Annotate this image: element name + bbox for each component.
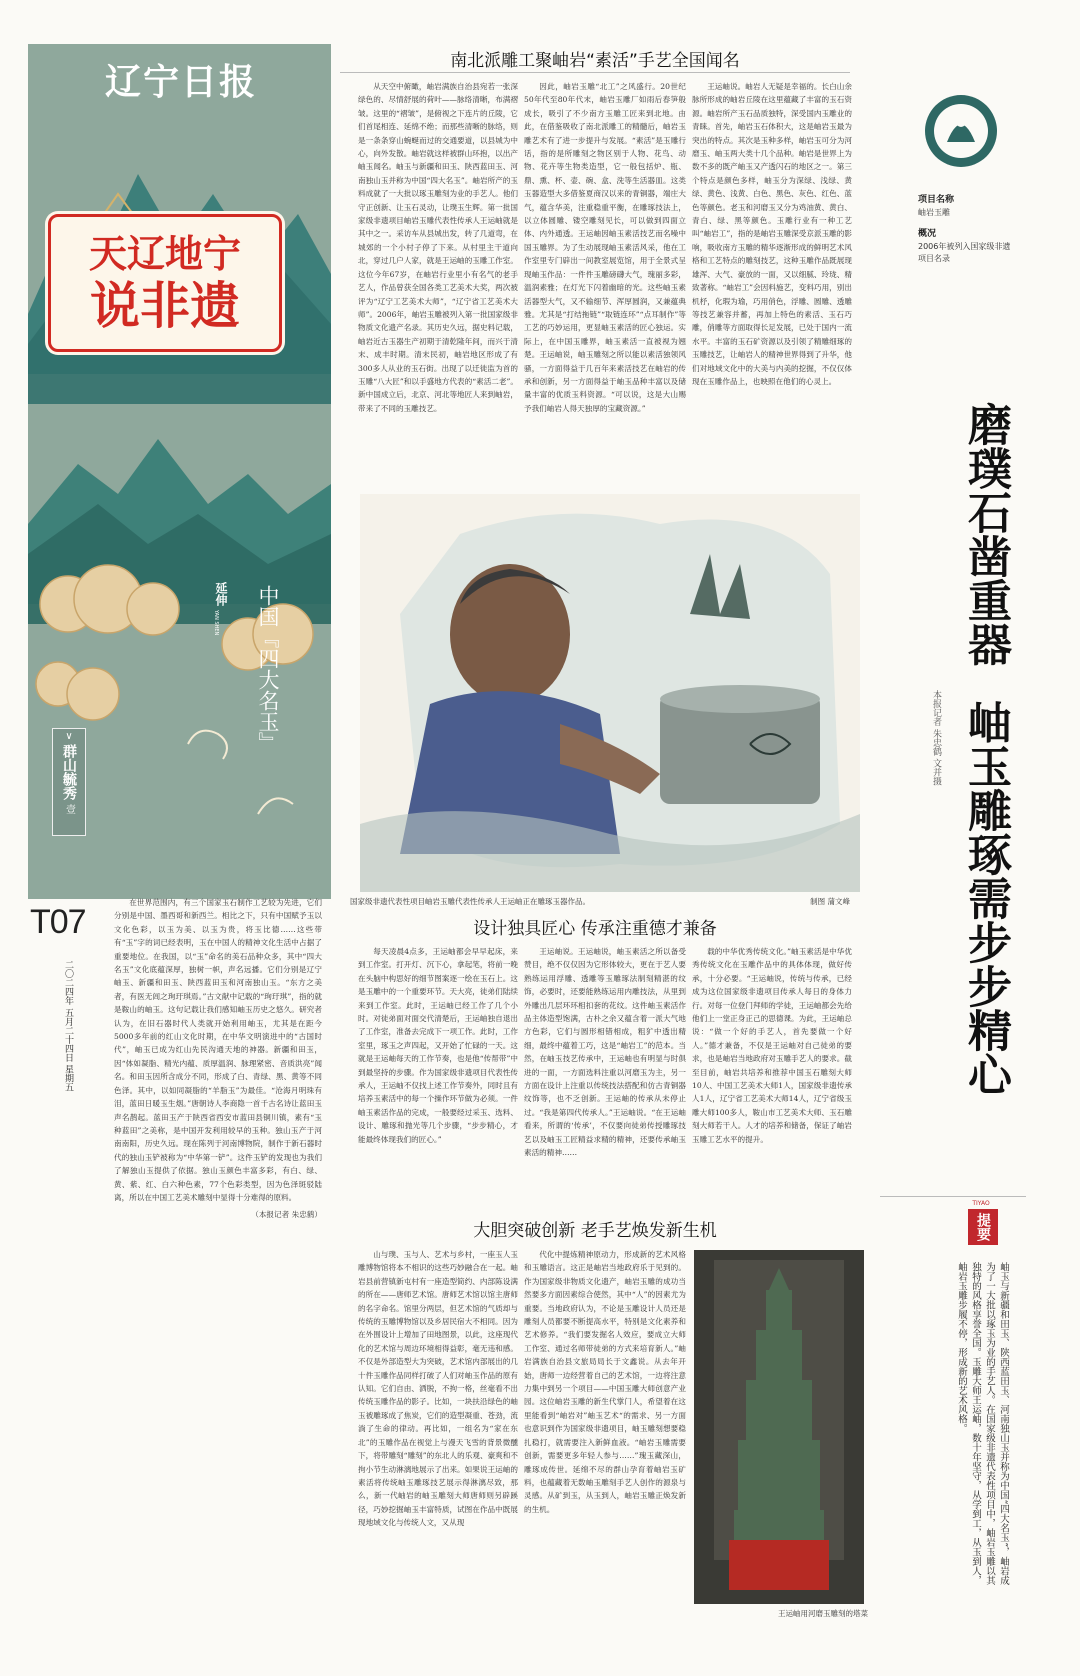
article-col-a [358, 80, 518, 488]
article-byline: 本报记者 朱忠鹤 文并摄 [931, 690, 941, 786]
section-heading-2: 设计独具匠心 传承注重德才兼备 [473, 919, 717, 939]
tower-photo-caption: 王运岫用河磨玉雕刻的塔菜 [778, 1609, 868, 1618]
section-heading-1: 南北派雕工聚岫岩“素活”手艺全国闻名 [450, 51, 740, 71]
tiyao-label-en: TIYAO [972, 1200, 990, 1207]
mini-series-index: 壹 [63, 804, 75, 814]
illustration-credit: 制图 蒲文峰 [810, 897, 850, 906]
article-col-g-text: 山与璞、玉与人、艺术与乡村，一座玉人玉雕博物馆将本不相识的这些巧妙融合在一起。岫岩县前营镇新屯村有一座造型简约、内部陈设满的所在——唐师艺术馆。唐师艺术馆以馆主唐师的名字命名。馆里分两层，但艺术馆的气质却与传统的玉雕博物馆以及乡居民宿大不相同。因为在外围设计上增加了田地图景，以此，这座现代化的艺术馆与周边环境相得益彰，毫无违和感。不仅是外部造型大为突破，艺术馆内部展出的几十件玉雕作品同样打破了人们对岫玉作品的原有认知。它们自由、洒脱，不拘一格，丝毫看不出传统玉雕作品的影子。比如，一块扶沿绿色的岫玉被雕琢成了焦炭，它们的造型凝重、苍劲，流淌了生命的律动。再比如，一组名为“家在东北”的玉雕作品在视觉上与漫天飞雪的背景微醺下，将带雕刻“雕刻”的东北人的乐观、豪爽和不拘小节生动淋漓地展示了出来。如果说王运岫的素活将传统岫玉雕琢技艺展示得淋漓尽致，那么，新一代岫岩的岫玉雕刻大师唐师则另辟蹊径，巧妙挖掘岫玉丰富特质，试图在作品中既展现地域文化与传统人文，又从现 [358, 1250, 518, 1528]
mini-series-box [52, 728, 86, 836]
article-col-c [692, 80, 852, 488]
extension-tag-en: YAN SHEN [213, 610, 219, 636]
article-col-a-text: 从天空中俯瞰，岫岩满族自治县宛若一张深绿色的、尽情舒展的荷叶——脉络清晰，布满褶皱。这里的“褶皱”，是俯视之下连片的丘陵，它们首尾相连、延绵不绝；而那些清晰的脉络，则是一条条穿山蜿蜒而过的交通要道，以县城为中心，向外发散。岫岩就这样被群山环抱，以出产岫玉闻名。岫玉与新疆和田玉、陕西蓝田玉、河南独山玉并称为中国“四大名玉”。岫岩所产的玉料成就了一大批以琢玉雕刻为业的手艺人。他们守正创新、让玉石灵动，让璞玉生辉。第一批国家级非遗项目岫岩玉雕代表性传承人王运岫就是其中之一。采访车从县城出发，转了几道弯，在城郊的一个小村子停了下来。从村里主干道向北，穿过几户人家，就是王运岫的玉雕工作室。这位今年67岁，在岫岩行业里小有名气的老手艺人，作品曾获全国各类工艺美术大奖，两次被评为“辽宁工艺美术大师”，“辽宁省工艺美术大师”。2006年，岫岩玉雕被列入第一批国家级非物质文化遗产名录。其历史久远，据史料记载，岫岩近古玉器生产初期于清乾隆年间，而兴于清末、成丰时期。清末民初，岫岩地区形成了有300多人从业的玉石街。出现了以迁徙监为首的玉雕“八大匠”和以手盛地方代表的“素活二老”。新中国成立后，北京、河北等地匠人来到岫岩，带来了不同的玉雕技艺。 [358, 82, 518, 413]
column-logo-line1: 天辽地宁 [88, 232, 241, 276]
tiyao-label: 提要 [968, 1209, 998, 1245]
left-article-four-jades [114, 896, 322, 1618]
column-logo [48, 214, 282, 352]
article-col-d [358, 945, 518, 1195]
jade-tower-photo [694, 1250, 864, 1604]
artisan-illustration [360, 494, 860, 892]
article-col-c-text: 王运岫说。岫岩人无疑是幸福的。长白山余脉所形成的岫岩丘陵在这里蕴藏了丰富的玉石资源。岫岩所产玉石品质独特，深受国内玉雕业的青睐。首先，岫岩玉石体积大，这是岫岩玉最为突出的特点。其次是玉种多样，岫岩玉可分为河磨玉、岫玉两大类十几个品种。岫岩是世界上为数不多的既产岫玉又产透闪石的地区之一。第三个特点是颜色多样，岫玉分为深绿、浅绿、黄绿、黄色、浅黄、白色、黑色、灰色、红色、蓝色等颜色。老玉和河磨玉又分为鸡油黄、黄白、青白、绿、黑等颜色。玉雕行业有一种工艺叫“岫岩工”，指的是岫岩玉雕深受京派玉雕的影响，吸收南方玉雕的精华逐渐形成的鲜明艺术风格和工艺特点的雕刻技艺，这种玉雕作品既展现雄浑、大气、豪放的一面，又以细腻、玲珑、精致著称。“岫岩工”会因料施艺，变料巧用，别出机杼，化瑕为瑜，巧用俏色，浮雕、圆雕、透雕等技艺兼容并蓄，再加上特色的素活、玉石巧雕，俏雕等方面取得长足发展，已处于国内一流水平。丰富的玉石矿资源以及引领了精雕细琢的玉雕技艺，让岫岩人的精神世界得到了升华，他们对地域文化中的大美与内美的挖掘，不仅仅体现在玉雕作品上，也映照在他们的心灵上。 [692, 82, 852, 386]
article-col-f-text: 载的中华优秀传统文化。”岫玉素活是中华优秀传统文化在玉雕作品中的具体体现，做好传承，十分必要。“王运岫说，传统与传承，已经成为这位国家级非遗项目传承人每日的身体力行。对每一位登门拜师的学徒，王运岫都会先给他们上一堂正身正己的思德课。为此，王运岫总说：“做一个好的手艺人，首先要做一个好人。”德才兼备，不仅是王运岫对自己徒弟的要求，也是岫岩当地政府对玉雕手艺人的要求。截至目前，岫岩共培养和推荐中国玉石雕刻大师10人、中国工艺美术大师1人，国家级非遗传承人1人，辽宁省工艺美术大师14人，辽宁省级玉雕大师100多人，鞍山市工艺美术大师、玉石雕刻大师若干人。人才的培养和储备，保证了岫岩玉雕工艺水平的提升。 [692, 947, 852, 1144]
article-col-b-text: 因此，岫岩玉雕“北工”之风盛行。20世纪50年代至80年代末，岫岩玉雕厂如雨后春笋般成长，吸引了不少南方玉雕工匠来到北地。由此，在借鉴吸收了南北派雕工的精髓后，岫岩玉雕艺术有了进一步提升与发展。“素活”是玉雕行话，指的是所雕刻之物区别于人物、花鸟、动物、花卉等生物类造型，它一般包括炉、瓶、鼎、熏、杯、壶、碗、盒、洗等生活器皿。这类玉器造型大多借鉴夏商汉以来的青铜器，端庄大气，蕴含华美，注重稳重平衡，在雕琢技法上，以立体圆雕、镂空雕刻见长，可以做到四面立体、内外通透。王运岫因岫玉素活技艺而名噪中国玉雕界。为了生动展现岫玉素活风采，他在工作室里专门辟出一间教室展览馆，用于全景式呈现岫玉作品：一件件玉雕磅礴大气，瑰丽多彩，温润素雅；在灯光下闪着幽暗的光。这些岫玉素活器型大气，又不输细节、浑厚圆润，又兼蕴典雅。尤其是“打结拖链”“取链连环”“点耳制作”等工艺的巧妙运用，更显岫玉素活的匠心独运。实际上，在中国玉雕界，岫玉素活一直被视为翘楚。王运岫说，岫玉雕刻之所以能以素活独领风骚，一方面得益于几百年来素活技艺在岫岩的传承和创新，另一方面得益于岫玉品种丰富以及储量丰富的优质玉料资源。“可以说，这是大山赐予我们岫岩人得天独厚的宝藏资源。” [524, 82, 686, 413]
extension-tag-label: 延伸 [214, 582, 228, 606]
article-col-h [524, 1248, 686, 1628]
illustration-caption: 国家级非遗代表性项目岫岩玉雕代表性传承人王运岫正在雕琢玉器作品。 [350, 897, 590, 906]
article-col-h-text: 代化中提炼精神原动力，形成新的艺术风格和玉雕语言。这正是岫岩当地政府乐于见到的。作为国家级非物质文化遗产，岫岩玉雕的成功当然要多方面因素综合使然，其中“人”的因素尤为重要。当地政府认为，不论是玉雕设计人员还是雕刻人员都要不断提高水平，特别是文化素养和艺术修养。“我们要发掘名人效应，要成立大师工作室、通过名师带徒弟的方式来培育新人。”岫岩满族自治县文旅局局长于文鑫说。从去年开始，唐师一边经营着自己的艺术馆，一边将注意力集中到另一个项目——中国玉雕大师创意产业园。这位岫岩玉雕的新生代掌门人，希望着在这里能看到“岫岩对”岫玉艺术“的需求、另一方面也意识到作为国家级非遗项目，岫玉雕刻想要稳扎稳打，就需要注入新鲜血液。“岫岩玉雕需要创新，需要更多年轻人参与……”瑰玉藏深山，雕琢成传世。延绵不尽的群山孕育着岫岩玉矿料，也蕴藏着无数岫玉雕刻手艺人创作的源泉与灵感。从矿到玉，从玉到人，岫岩玉雕正焕发新的生机。 [524, 1250, 686, 1514]
article-col-d-text: 每天凌晨4点多，王运岫都会早早起床，来到工作室。打开灯、沉下心，拿起笔，将前一晚在头脑中构思好的细节图案逐一绘在玉石上。这是玉雕中的一个重要环节。天大亮，徒弟们陆续来到工作室。此时，王运岫已经工作了几个小时。对徒弟面对面交代清楚后，王运岫独自退出了工作室，准备去完成下一项工作。此时，工作室里，琢玉之声四起，又开始了忙碌的一天。这就是王运岫每天的工作节奏，也是他“传帮带”中到最坚持的步骤。作为国家级非遗项目代表性传承人，王运岫不仅找上述工作节奏外，同时且有培养玉素活中的每一个操作环节做为必须。一件岫玉素活作品的完成，一般要经过采玉、选料、设计、雕琢和抛光等几个步骤，“步步精心，才能最终体现我们的匠心。” [358, 947, 518, 1144]
article-col-e-text: 王运岫说。王运岫说，岫玉素活之所以备受赞目，绝不仅仅因为它形体较大，更在于艺人要熟练运用浮雕、透雕等玉雕琢法制刻精湛的纹饰，必要时，还要能熟练运用内雕技法，从里到外雕出几层环环相扣套的花纹。这件岫玉素活作品主体造型饱满，古朴之余又蕴含着一派大气地方色彩，它们与圆形相错相成，粗犷中透出精细，最终中蕴着工巧，这是“岫岩工”的范本。当然，在岫玉技艺传承中，王运岫也有明显与时俱进的一面，一方面选料注重以河磨玉为主，另一方面在设计上注重以传统技法搭配和仿古青铜器纹饰等，也不乏创新。王运岫的传承从未停止过。“我是第四代传承人。”王运岫说。“在王运岫看来，所谓的‘传承’，不仅要向徒弟传授雕琢技艺以及岫玉工匠精益求精的精神，还要传承岫玉素活的精神…… [524, 947, 686, 1158]
section-heading-3: 大胆突破创新 老手艺焕发新生机 [473, 1221, 717, 1241]
paper-cut-icon [922, 92, 1000, 170]
article-col-b [524, 80, 686, 488]
main-title-1: 磨璞石凿重器 [960, 402, 1011, 666]
column-logo-line2: 说非遗 [90, 277, 240, 335]
project-overview-value: 2006年被列入国家级非遗项目名录 [918, 242, 1011, 263]
left-article-byline: （本报记者 朱忠鹤） [251, 1210, 322, 1220]
project-name-value: 岫岩玉雕 [918, 208, 950, 217]
tiyao-summary: 岫玉与新疆和田玉、陕西蓝田玉、河南独山玉并称为中国“四大名玉”，岫岩成为了一大批以琢玉为业的手艺人。在国家级非遗代表性项目中，岫岩玉雕以其独特的风格享誉全国。玉雕大师王运岫，数十年坚守，从学到工，从玉到人，岫岩玉雕步履不停，形成新的艺术风格。 [956, 1262, 1009, 1586]
extension-tag [213, 582, 233, 635]
newspaper-masthead: 辽宁日报 [105, 61, 258, 103]
project-name-label: 项目名称 [918, 195, 955, 205]
article-col-e [524, 945, 686, 1195]
mini-series-title: 群山毓秀 [61, 744, 77, 800]
article-col-f [692, 945, 852, 1195]
tiyao-badge [968, 1200, 994, 1245]
main-title-2: 岫玉雕琢需步步精心 [960, 700, 1011, 1096]
left-article-body: 在世界范围内，有三个国家玉石制作工艺较为先进，它们分别是中国、墨西哥和新西兰。相比之下，只有中国赋予玉以文化色彩，以玉为美、以玉为贵，将玉比德……这些带有“玉”字的词已经表明，玉在中国人的精神文化生活中占据了重要地位。在我国，以“玉”命名的美石品种众多，其中“四大名玉”文化底蕴深厚，独树一帜，声名远播。它们分别是辽宁岫玉、新疆和田玉、陕西蓝田玉和河南独山玉。“东方之美者，有医无闾之珣玗琪焉。”古文献中记载的“珣玗琪”，指的就是鞍山的岫玉。这句记载让我们感知岫玉历史之悠久。研究者认为，在旧石器时代人类就开始利用岫玉，尤其是在距今5000多年前的红山文化时期，在中华文明演进中的“古国时代”，岫玉已成为红山先民沟通天地的神器。新疆和田玉，因“体如凝脂、精光内蕴、质厚温润、脉理紧密、音质洪亮”闻名。和田玉因所含成分不同，形成了白、青绿、黑、黄等不同色泽。其中，以如同凝脂的“羊脂玉”为最佳。“沧海月明珠有泪，蓝田日暖玉生烟。”唐朝诗人李商隐一首千古名诗让蓝田玉声名鹊起。蓝田玉产于陕西省西安市蓝田县铜川镇，素有“玉种蓝田”之美称，是中国开发利用较早的玉种。独山玉产于河南南阳，历史久远。现在陈列于河南博物院，制作于新石器时代的独山玉铲被称为“中华第一铲”。这件玉铲的发现也为我们了解独山玉提供了依据。独山玉颜色丰富多彩，有白、绿、黄、紫、红、白六种色素，77个色彩类型，因为色泽斑驳陆离，所以在中国工艺美术雕刻中显得十分难得的原料。 [114, 898, 322, 1202]
jade-tower-image [694, 1250, 864, 1604]
project-info [918, 192, 1018, 265]
paper-cut-ornament [922, 92, 1000, 170]
carving-artwork [360, 494, 860, 892]
project-overview-label: 概况 [918, 229, 937, 239]
article-col-g [358, 1248, 518, 1628]
chevron-down-icon: ∨ [65, 731, 73, 742]
page-number: T07 [30, 903, 86, 941]
publish-date: 二〇二四年 五月二十四日 星期五 [63, 960, 73, 1092]
four-jades-heading: 中国『四大名玉』 [256, 585, 280, 753]
